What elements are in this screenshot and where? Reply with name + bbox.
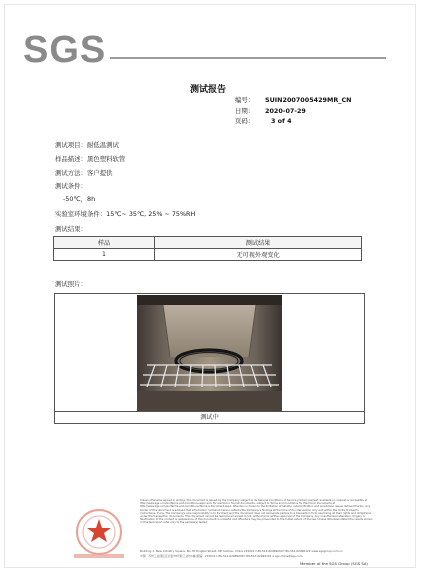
- footer-address-en: Building 1, New Industry Square, No.78 Dingbei Street, SIP Suzhou, China 215021 t 86-512-62989000 f 86-512-62990122 www.sgsgroup.com.cn: [140, 549, 343, 553]
- sample-description: 样品描述：黑色塑料软管: [55, 155, 126, 163]
- results-label: 测试结果：: [55, 225, 87, 233]
- column-header-result: 测试结果: [155, 237, 362, 249]
- test-photo: [137, 295, 282, 411]
- report-meta: [235, 95, 352, 127]
- table-row: [54, 249, 362, 261]
- footer-member: Member of the SGS Group (SGS SA): [300, 561, 368, 566]
- meta-row-page: [235, 116, 352, 127]
- meta-key: 页码：: [235, 117, 255, 125]
- photo-label: 测试照片：: [55, 280, 87, 288]
- certification-stamp: [66, 504, 132, 564]
- sample-cell: 1: [54, 249, 155, 261]
- photo-caption: 测试中: [54, 411, 365, 424]
- page-number: 3 of 4: [271, 117, 292, 125]
- result-cell: 无可视外观变化: [155, 249, 362, 261]
- lab-environment: 实验室环境条件：15℃~ 35℃, 25% ~ 75%RH: [55, 210, 196, 218]
- meta-row-number: [235, 95, 352, 106]
- sgs-logo: SGS: [23, 29, 107, 71]
- document-title: 测试报告: [190, 85, 227, 95]
- table-header-row: [54, 237, 362, 249]
- footer-disclaimer: Unless otherwise agreed in writing, this document is issued by the Company subject to its General Conditions of Service printed overleaf, available on request or accessible at http://www.sgs.com/en/Terms-and-Conditions.aspx and, for electronic format documents, subject to Terms and Conditions for Electronic Documents at http://www.sgs.com/en/Terms-and-Conditions/Terms-e-Document.aspx. Attention is drawn to the limitation of liability, indemnification and jurisdiction issues defined therein. Any holder of this document is advised that information contained hereon reflects the Company's findings at the time of its intervention only and within the limits of Client's instructions, if any. The Company's sole responsibility is to its Client and this document does not exonerate parties to a transaction from exercising all their rights and obligations under the transaction documents. This document cannot be reproduced except in full, without prior written approval of the Company. Any unauthorized alteration, forgery or falsification of the content or appearance of this document is unlawful and offenders may be prosecuted to the fullest extent of the law. Unless otherwise stated the results shown in this test report refer only to the sample(s) tested.: [140, 499, 373, 525]
- test-conditions-label: 测试条件：: [55, 182, 87, 190]
- column-header-sample: 样品: [54, 237, 155, 249]
- report-number: SUIN2007005429MR_CN: [265, 96, 352, 104]
- meta-key: 编号：: [235, 96, 255, 104]
- test-method: 测试方法：客户提供: [55, 169, 113, 177]
- test-conditions-value: -50℃，8h: [63, 195, 96, 203]
- results-table: [53, 236, 362, 261]
- meta-row-date: [235, 106, 352, 117]
- report-date: 2020-07-29: [265, 106, 306, 115]
- test-item: 测试项目：耐低温测试: [55, 141, 119, 149]
- header-rule: [110, 57, 386, 59]
- meta-key: 日期：: [235, 106, 255, 115]
- footer-address-cn: 中国 · 苏州工业园区定北街78号新工业坊1幢 邮编：215021 t 86-512-62989000 f 86-512-62990122 e sgs.china@sgs.com: [140, 554, 303, 558]
